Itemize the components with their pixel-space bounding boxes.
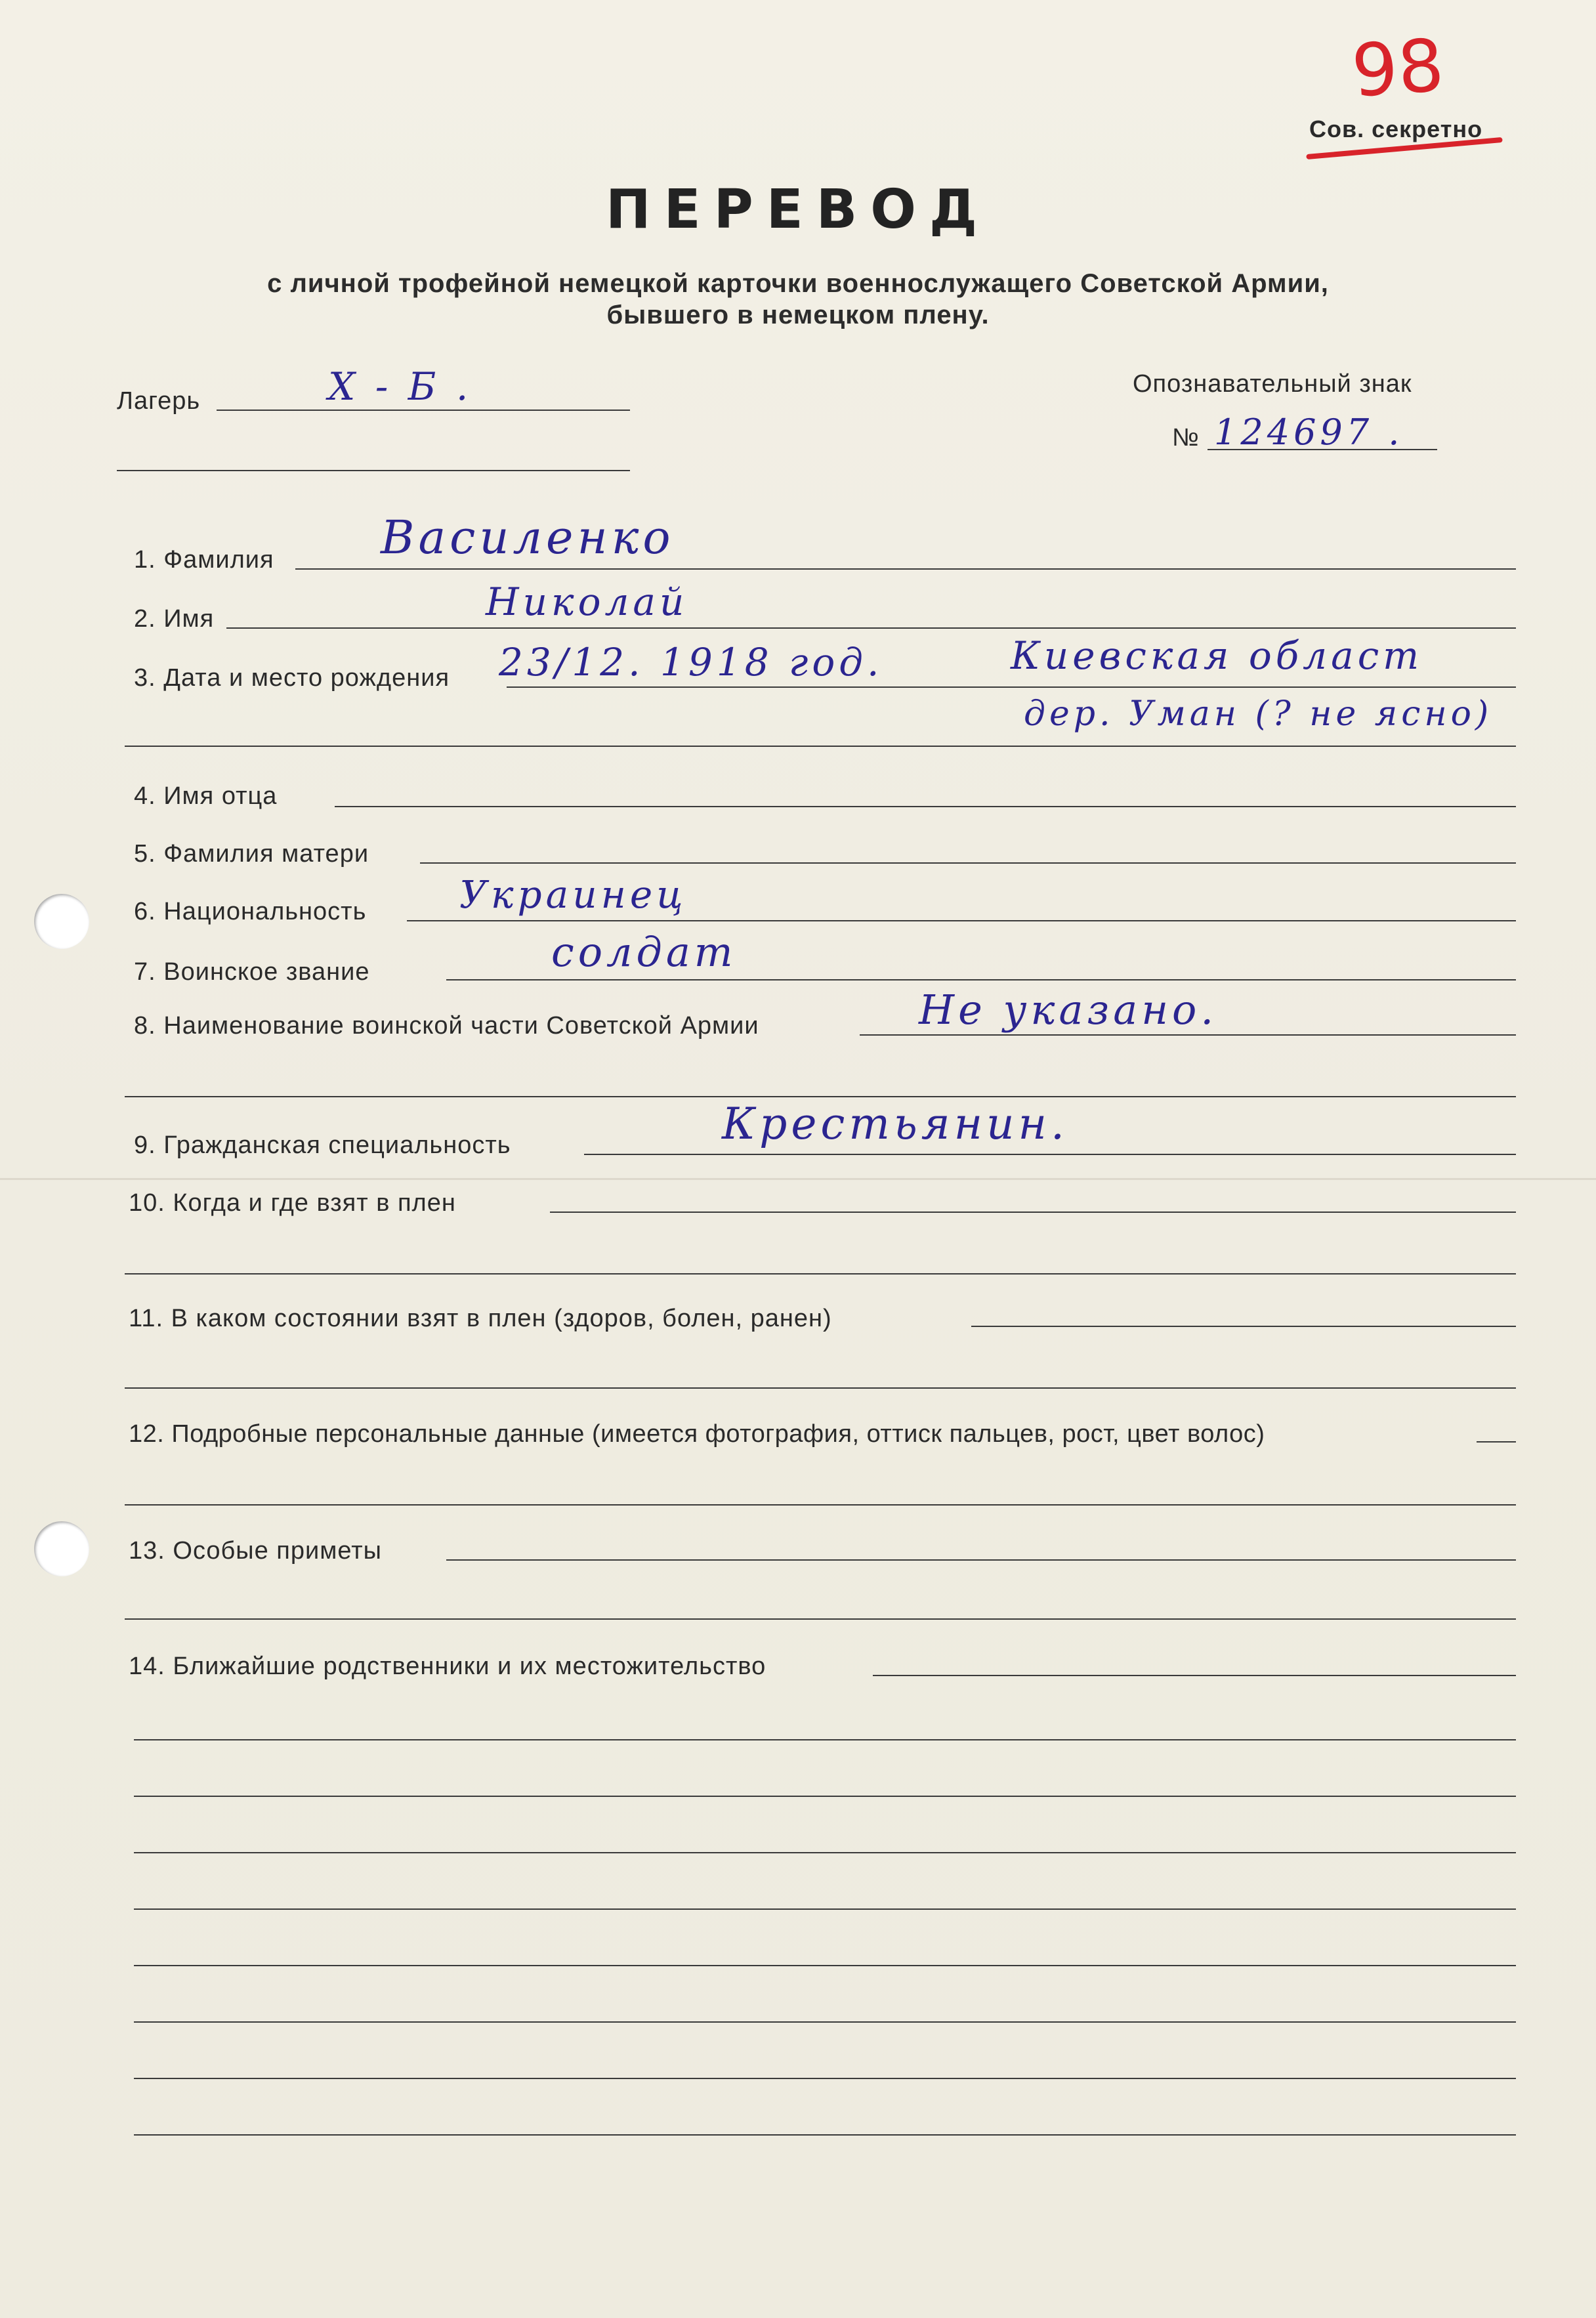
field-4-label: 4. Имя отца [134, 782, 278, 810]
camp-line [217, 410, 630, 411]
field-11-line [971, 1326, 1516, 1327]
field-3-value-region: Киевская област [1011, 633, 1423, 678]
field-2-label: 2. Имя [134, 605, 215, 633]
field-1-value: Василенко [381, 511, 675, 564]
field-1-line [295, 568, 1516, 570]
field-14-label: 14. Ближайшие родственники и их местожительство [129, 1653, 766, 1680]
field-13-line [446, 1559, 1516, 1561]
id-tag-label: Опознавательный знак [1133, 370, 1412, 398]
camp-label: Лагерь [117, 387, 201, 415]
field-6-value: Украинец [459, 872, 687, 917]
field-10-label: 10. Когда и где взят в плен [129, 1189, 456, 1217]
field-5-label: 5. Фамилия матери [134, 840, 369, 868]
field-6-line [407, 920, 1516, 921]
field-10-line [550, 1212, 1516, 1213]
document-title: ПЕРЕВОД [606, 179, 990, 241]
field-7-line [446, 979, 1516, 980]
field-4-line [335, 806, 1516, 807]
punch-hole [34, 894, 89, 949]
field-10-line-2 [125, 1273, 1516, 1275]
field-12-line-2 [125, 1504, 1516, 1506]
field-12-line [1477, 1441, 1516, 1443]
blank-line [134, 2134, 1516, 2136]
document-subtitle-line1: с личной трофейной немецкой карточки военнослужащего Советской Армии, [267, 269, 1329, 298]
camp-value: Х - Б . [328, 364, 472, 409]
field-11-line-2 [125, 1387, 1516, 1389]
field-3-line [507, 686, 1516, 688]
field-9-line [584, 1154, 1516, 1155]
field-13-line-2 [125, 1618, 1516, 1620]
field-3-value-village: дер. Уман (? не ясно) [1024, 694, 1493, 734]
blank-line [134, 1908, 1516, 1910]
blank-line [134, 1852, 1516, 1853]
field-1-label: 1. Фамилия [134, 546, 274, 574]
field-13-label: 13. Особые приметы [129, 1537, 382, 1565]
field-8-label: 8. Наименование воинской части Советской Армии [134, 1012, 759, 1040]
field-3-label: 3. Дата и место рождения [134, 664, 450, 692]
field-9-label: 9. Гражданская специальность [134, 1131, 511, 1159]
id-tag-number-value: 124697 . [1214, 411, 1404, 453]
field-2-line [226, 627, 1516, 629]
field-7-value: солдат [551, 928, 737, 976]
field-9-value: Крестьянин. [722, 1099, 1068, 1149]
blank-line [134, 1965, 1516, 1966]
camp-line-2 [117, 470, 630, 471]
document-subtitle-line2: бывшего в немецком плену. [606, 301, 990, 329]
id-tag-number-prefix: № [1172, 424, 1200, 452]
blank-line [134, 1796, 1516, 1797]
classification-label: Сов. секретно [1309, 116, 1483, 142]
field-7-label: 7. Воинское звание [134, 958, 370, 986]
blank-line [134, 1739, 1516, 1740]
punch-hole [34, 1521, 89, 1576]
field-8-line-2 [125, 1096, 1516, 1097]
field-2-value: Николай [486, 580, 688, 624]
field-3-value: 23/12. 1918 год. [499, 640, 883, 685]
field-8-line [860, 1034, 1516, 1036]
field-14-line [873, 1675, 1516, 1676]
blank-line [134, 2078, 1516, 2079]
field-5-line [420, 862, 1516, 864]
field-8-value: Не указано. [919, 986, 1218, 1034]
handwritten-page-number: 98 [1349, 23, 1447, 114]
field-6-label: 6. Национальность [134, 898, 367, 925]
field-11-label: 11. В каком состоянии взят в плен (здоров, болен, ранен) [129, 1305, 832, 1332]
field-12-label: 12. Подробные персональные данные (имеется фотография, оттиск пальцев, рост, цвет волос) [129, 1420, 1265, 1448]
field-3-line-2 [125, 746, 1516, 747]
paper-fold [0, 1178, 1596, 1180]
blank-line [134, 2021, 1516, 2023]
